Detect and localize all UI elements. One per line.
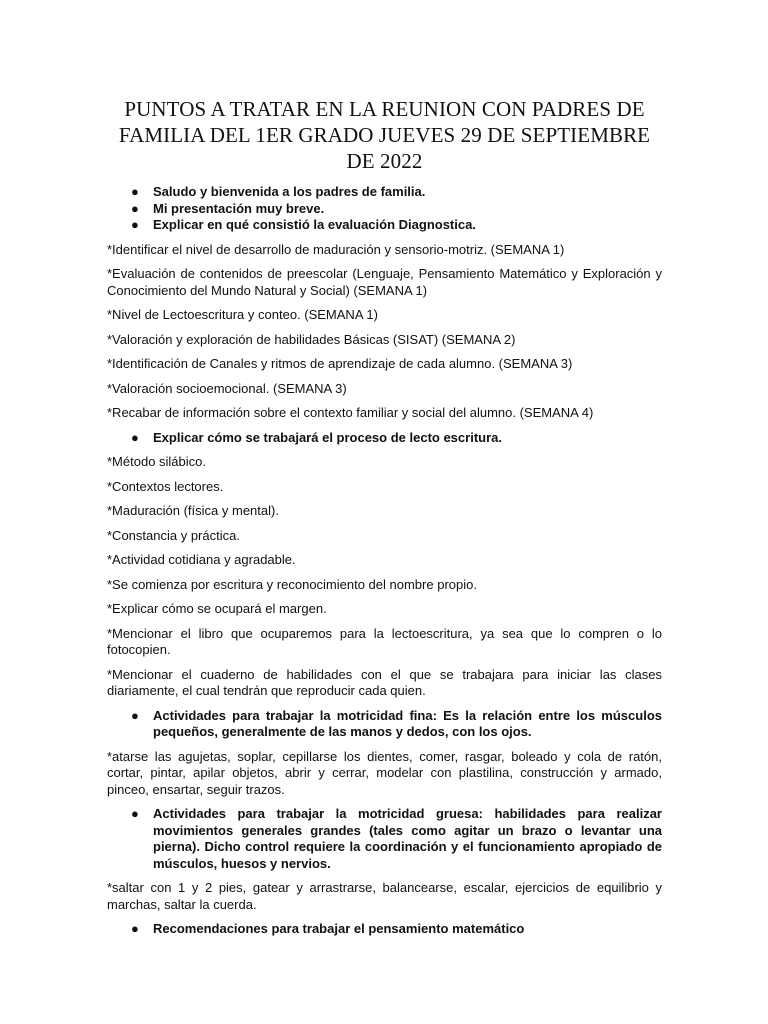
list-item xyxy=(107,708,662,741)
bullet-text: Explicar en qué consistió la evaluación Diagnostica. xyxy=(153,217,476,232)
reading-item: *Se comienza por escritura y reconocimiento del nombre propio. xyxy=(107,576,477,592)
intro-bullet-list xyxy=(107,184,662,234)
diagnostic-item: *Valoración socioemocional. (SEMANA 3) xyxy=(107,380,347,396)
list-item xyxy=(107,184,662,201)
document-title: PUNTOS A TRATAR EN LA REUNION CON PADRES DE FAMILIA DEL 1ER GRADO JUEVES 29 DE SEPTIEMBRE DE 2022 xyxy=(118,97,651,173)
bullet-icon: ● xyxy=(131,707,139,723)
math-bullet-list xyxy=(107,921,662,938)
diagnostic-item: *Evaluación de contenidos de preescolar (Lenguaje, Pensamiento Matemático y Exploración y Conocimiento del Mundo Natural y Social) (SEMANA 1) xyxy=(107,266,662,298)
list-item xyxy=(107,201,662,218)
bullet-text: Explicar cómo se trabajará el proceso de lecto escritura. xyxy=(153,429,502,445)
gross-motor-activities: *saltar con 1 y 2 pies, gatear y arrastrarse, balancearse, escalar, ejercicios de equilibrio y marchas, saltar la cuerda. xyxy=(107,880,662,912)
reading-item: *Mencionar el libro que ocuparemos para la lectoescritura, ya sea que lo compren o lo fotocopien. xyxy=(107,625,662,657)
diagnostic-item: *Valoración y exploración de habilidades Básicas (SISAT) (SEMANA 2) xyxy=(107,331,516,347)
gross-motor-bullet-list xyxy=(107,806,662,872)
list-item xyxy=(107,430,662,447)
list-item xyxy=(107,806,662,872)
bullet-icon: ● xyxy=(131,184,139,199)
bullet-text: Actividades para trabajar la motricidad gruesa: habilidades para realizar movimientos generales grandes (tales como agitar un brazo o levantar una pierna). Dicho control requiere la coordinación y el funcionamiento apropiado de músculos, huesos y nervios. xyxy=(153,806,662,871)
document-page xyxy=(107,96,662,938)
bullet-icon: ● xyxy=(131,806,139,821)
bullet-icon: ● xyxy=(131,200,139,216)
reading-item: *Explicar cómo se ocupará el margen. xyxy=(107,601,327,616)
reading-bullet-list xyxy=(107,430,662,447)
diagnostic-item: *Nivel de Lectoescritura y conteo. (SEMANA 1) xyxy=(107,307,378,322)
diagnostic-item: *Identificación de Canales y ritmos de aprendizaje de cada alumno. (SEMANA 3) xyxy=(107,356,573,371)
bullet-text: Mi presentación muy breve. xyxy=(153,200,325,216)
reading-item: *Contextos lectores. xyxy=(107,478,224,494)
fine-motor-activities: *atarse las agujetas, soplar, cepillarse los dientes, comer, rasgar, boleado y cola de ratón, cortar, pintar, apilar objetos, abrir y cerrar, modelar con plastilina, construcción y armado, pinceo, ensartar, seguir trazos. xyxy=(107,748,662,797)
bullet-icon: ● xyxy=(131,921,139,936)
reading-item: *Método silábico. xyxy=(107,454,206,469)
fine-motor-bullet-list xyxy=(107,708,662,741)
reading-item: *Mencionar el cuaderno de habilidades con el que se trabajara para iniciar las clases diariamente, el cual tendrán que reproducir cada quien. xyxy=(107,666,662,698)
reading-item: *Constancia y práctica. xyxy=(107,527,240,543)
bullet-icon: ● xyxy=(131,429,139,445)
reading-item: *Actividad cotidiana y agradable. xyxy=(107,552,296,567)
bullet-text: Saludo y bienvenida a los padres de familia. xyxy=(153,184,426,199)
list-item xyxy=(107,921,662,938)
diagnostic-item: *Identificar el nivel de desarrollo de maduración y sensorio-motriz. (SEMANA 1) xyxy=(107,241,565,257)
diagnostic-item: *Recabar de información sobre el contexto familiar y social del alumno. (SEMANA 4) xyxy=(107,405,594,420)
bullet-icon: ● xyxy=(131,217,139,232)
bullet-text: Recomendaciones para trabajar el pensamiento matemático xyxy=(153,921,525,936)
list-item xyxy=(107,217,662,234)
bullet-text: Actividades para trabajar la motricidad fina: Es la relación entre los músculos pequeños, generalmente de las manos y dedos, con los ojos. xyxy=(153,707,662,739)
reading-item: *Maduración (física y mental). xyxy=(107,503,279,518)
